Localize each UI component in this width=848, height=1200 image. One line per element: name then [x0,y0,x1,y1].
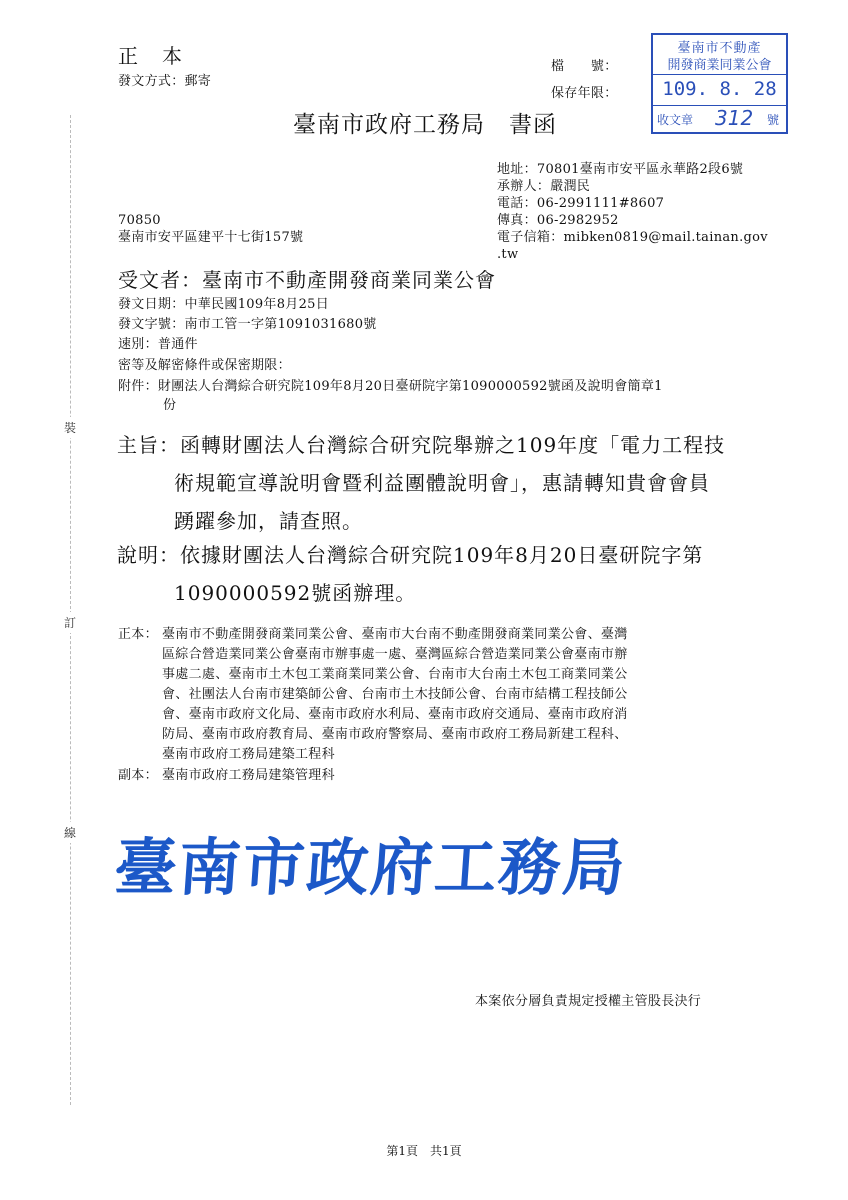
attachment: 附件：財團法人台灣綜合研究院109年8月20日臺研院字第1090000592號函及說明會簡章1 [118,379,663,394]
recipient: 受文者：臺南市不動產開發商業同業公會 [118,268,496,292]
duplicate-copy-label: 副本： [118,768,158,783]
duplicate-copy: 臺南市政府工務局建築管理科 [162,768,335,783]
binding-mark-zhuang: 裝 [64,417,76,438]
sender-address: 地址：70801臺南市安平區永華路2段6號 [497,162,744,177]
sender-fax: 傳真：06-2982952 [497,213,619,228]
sender-phone: 電話：06-2991111#8607 [497,196,665,211]
agency-seal: 臺南市政府工務局 [112,831,630,904]
binding-mark-xian: 線 [64,822,76,843]
reference-number: 發文字號：南市工管一字第1091031680號 [118,317,377,332]
secrecy-level: 密等及解密條件或保密期限： [118,358,291,373]
original-copy-label: 正本： [118,627,158,642]
original-copy-line-3: 事處二處、臺南市土木包工業商業同業公會、台南市大台南土木包工商業同業公 [162,667,628,682]
binding-mark-ding: 訂 [64,612,76,633]
subject-line-3: 踴躍參加，請查照。 [174,509,363,533]
file-number-label: 檔 號： [551,59,618,74]
document-title: 臺南市政府工務局 書函 [293,112,557,138]
subject-line-1: 主旨：函轉財團法人台灣綜合研究院舉辦之109年度「電力工程技 [117,433,726,457]
stamp-receipt-number: 312 [715,106,754,130]
original-copy-line-7: 臺南市政府工務局建築工程科 [162,747,335,762]
subject-line-2: 術規範宣導說明會暨利益團體說明會」，惠請轉知貴會會員 [174,471,710,495]
original-copy-line-4: 會、社團法人台南市建築師公會、台南市土木技師公會、台南市結構工程技師公 [162,687,628,702]
authorization-note: 本案依分層負責規定授權主管股長決行 [475,994,702,1009]
original-copy-line-5: 會、臺南市政府文化局、臺南市政府水利局、臺南市政府交通局、臺南市政府消 [162,707,628,722]
stamp-receipt-suffix: 號 [767,113,780,127]
attachment-cont: 份 [163,398,177,413]
original-copy-line-6: 防局、臺南市政府教育局、臺南市政府警察局、臺南市政府工務局新建工程科、 [162,727,628,742]
original-copy-line-1: 臺南市不動產開發商業同業公會、臺南市大台南不動產開發商業同業公會、臺灣 [162,627,628,642]
sender-contact: 承辦人：嚴潤民 [497,179,591,194]
copy-type: 正 本 [118,44,184,68]
receipt-stamp [651,33,788,134]
original-copy-line-2: 區綜合營造業同業公會臺南市辦事處一處、臺灣區綜合營造業同業公會臺南市辦 [162,647,628,662]
sender-email-cont: .tw [497,247,519,262]
explanation-line-1: 說明：依據財團法人台灣綜合研究院109年8月20日臺研院字第 [117,543,704,567]
explanation-line-2: 1090000592號函辦理。 [174,581,417,605]
stamp-line-2: 開發商業同業公會 [667,58,772,73]
delivery-speed: 速別：普通件 [118,337,198,352]
page-footer: 第1頁 共1頁 [386,1144,462,1158]
stamp-line-1: 臺南市不動產 [677,41,762,56]
issue-date: 發文日期：中華民國109年8月25日 [118,297,330,312]
retention-label: 保存年限： [551,86,618,101]
binding-line [70,115,71,1105]
stamp-date: 109. 8. 28 [662,78,777,100]
stamp-receipt-label: 收文章 [657,113,694,127]
sender-email: 電子信箱：mibken0819@mail.tainan.gov [497,230,768,245]
recipient-postcode: 70850 [118,213,161,228]
dispatch-method: 發文方式：郵寄 [118,74,212,89]
recipient-address: 臺南市安平區建平十七街157號 [118,230,304,245]
